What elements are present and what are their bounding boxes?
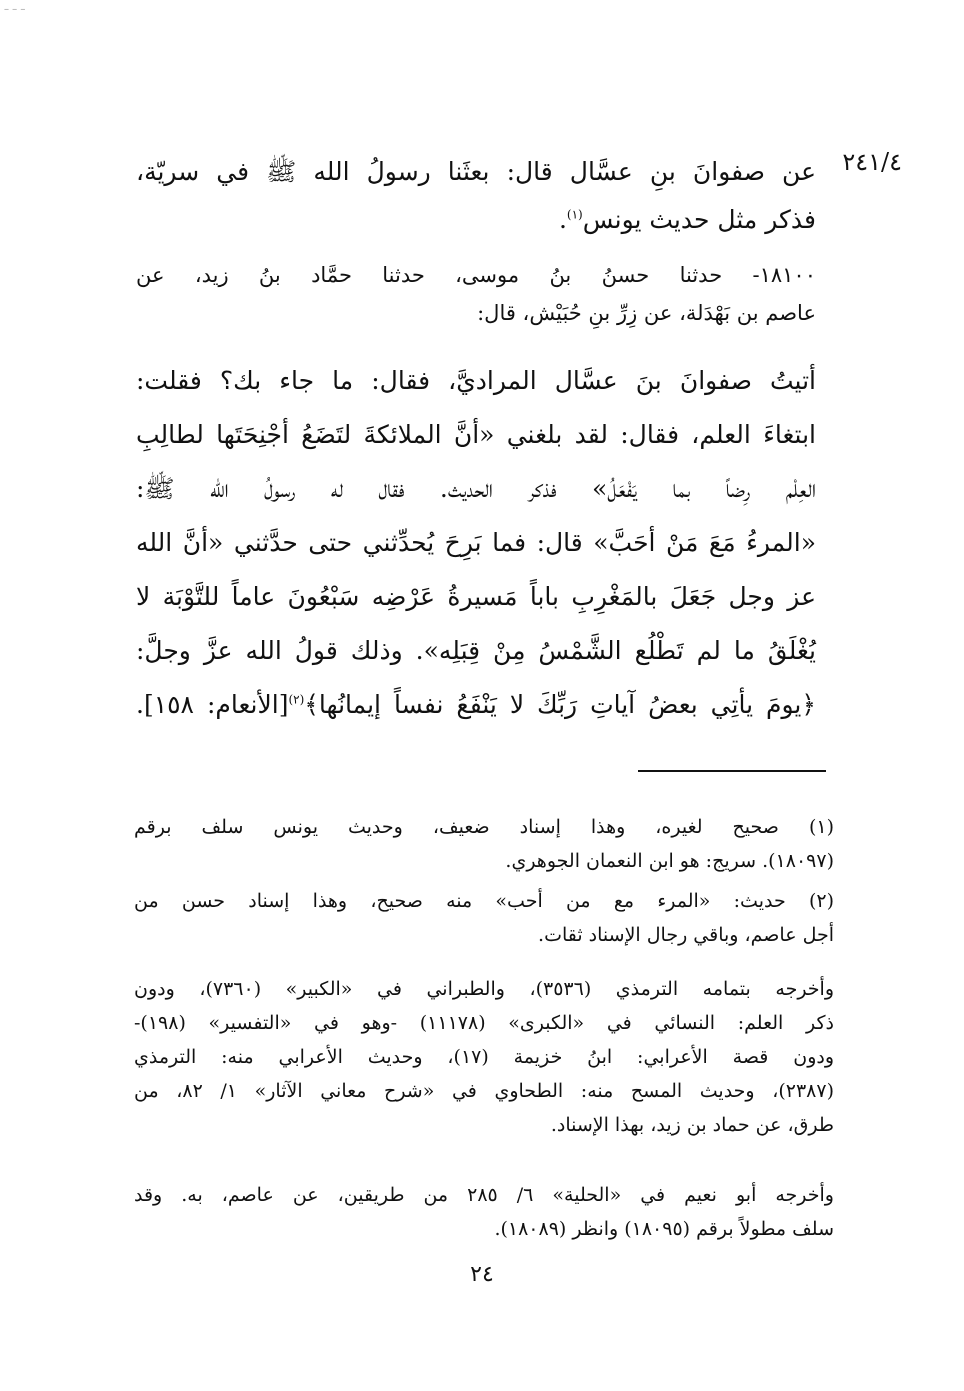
footnote-line: ذكر العلم: النسائي في «الكبرى» (١١١٧٨) -وهو في «التفسير» (١٩٨)- — [134, 1012, 834, 1034]
footnote-ref: (٢) — [288, 692, 305, 707]
footnote-line: ودون قصة الأعرابي: ابنُ خزيمة (١٧)، وحديث الأعرابي منه: الترمذي — [134, 1046, 834, 1068]
footnote-separator-rule — [638, 770, 826, 772]
text-line: ابتغاءَ العلم، فقال: لقد بلغني «أنَّ الملائكةَ لتَضَعُ أجْنِحَتَها لطالِبِ — [136, 420, 816, 449]
sentence-end: . — [558, 205, 567, 234]
footnote-line: (٢) حديث: «المرء مع من أحب» منه صحيح، وهذا إسناد حسن من — [134, 890, 834, 912]
footnote-line: وأخرجه بتمامه الترمذي (٣٥٣٦)، والطبراني في «الكبير» (٧٣٦٠)، ودون — [134, 978, 834, 1000]
hadith-matn-18100 — [136, 354, 816, 732]
page-number: ٢٤ — [470, 1262, 494, 1287]
footnote-2-takhrij-continued — [134, 1178, 834, 1246]
footnote-line: (٢٣٨٧)، وحديث المسح منه: الطحاوي في «شرح معاني الآثار» ١/ ٨٢، من — [134, 1080, 834, 1102]
text-line — [136, 678, 816, 732]
text-line: عز وجل جَعَلَ بالمَغْرِبِ باباً مَسيرةُ عَرْضِه سَبْعُونَ عاماً للتَّوْبَة لا — [136, 582, 816, 611]
text-line: «المرءُ مَعَ مَنْ أحَبَّ» قال: فما بَرِحَ يُحدِّثني حتى حدَّثني «أنَّ الله — [136, 528, 816, 557]
footnote-2-takhrij — [134, 972, 834, 1142]
footnote-line: أجل عاصم، وباقي رجال الإسناد ثقات. — [538, 924, 834, 946]
footnote-line: سلف مطولاً برقم (١٨٠٩٥) وانظر (١٨٠٨٩). — [494, 1218, 834, 1240]
hadith-isnad-18100 — [136, 256, 816, 332]
footnote-line: وأخرجه أبو نعيم في «الحلية» ٦/ ٢٨٥ من طريقين، عن عاصم، به. وقد — [134, 1184, 834, 1206]
text-line: أتيتُ صفوانَ بنَ عسَّال المراديَّ، فقال: ما جاء بك؟ فقلت: — [136, 366, 816, 395]
footnote-ref: (١) — [566, 207, 583, 222]
footnote-1 — [134, 810, 834, 878]
text-line: عاصم بن بَهْدَلة، عن زِرِّ بنِ حُبَيْش، قال: — [477, 301, 816, 325]
footnote-line: (١) صحيح لغيره، وهذا إسناد ضعيف، وحديث يونس سلف برقم — [134, 816, 834, 838]
text-line: يُغْلَقُ ما لم تَطْلُع الشَّمْسُ مِنْ قِبَلِه». وذلك قولُ الله عزَّ وجلَّ: — [136, 636, 816, 665]
footnote-2 — [134, 884, 834, 952]
quran-citation: [الأنعام: ١٥٨]. — [136, 690, 289, 719]
quran-verse: ﴿يومَ يأتِي بعضُ آياتِ رَبِّكَ لا يَنْفَعُ نفساً إيمانُها﴾ — [304, 690, 816, 719]
scan-corner-mark: – – – — [4, 4, 26, 15]
footnote-line: (١٨٠٩٧). سريج: هو ابن النعمان الجوهري. — [505, 850, 834, 872]
text-line — [136, 196, 816, 244]
margin-volume-page-reference: ٢٤١/٤ — [842, 148, 902, 176]
hadith-paragraph-1 — [136, 148, 816, 244]
text-line-content: فذكر مثل حديث يونس — [582, 205, 816, 234]
text-line: عن صفوانَ بنِ عسَّال قال: بعثَنا رسولُ الله ﷺ في سريّة، — [136, 157, 816, 186]
text-line: ١٨١٠٠- حدثنا حسنُ بنُ موسى، حدثنا حمَّاد بنُ زيد، عن — [136, 263, 816, 287]
footnote-line: طرق، عن حماد بن زيد، بهذا الإسناد. — [550, 1114, 834, 1136]
text-line: العِلْم رِضاً بما يَفْعَلُ» فذكر الحديث. فقال له رسولُ الله ﷺ: — [136, 474, 816, 503]
